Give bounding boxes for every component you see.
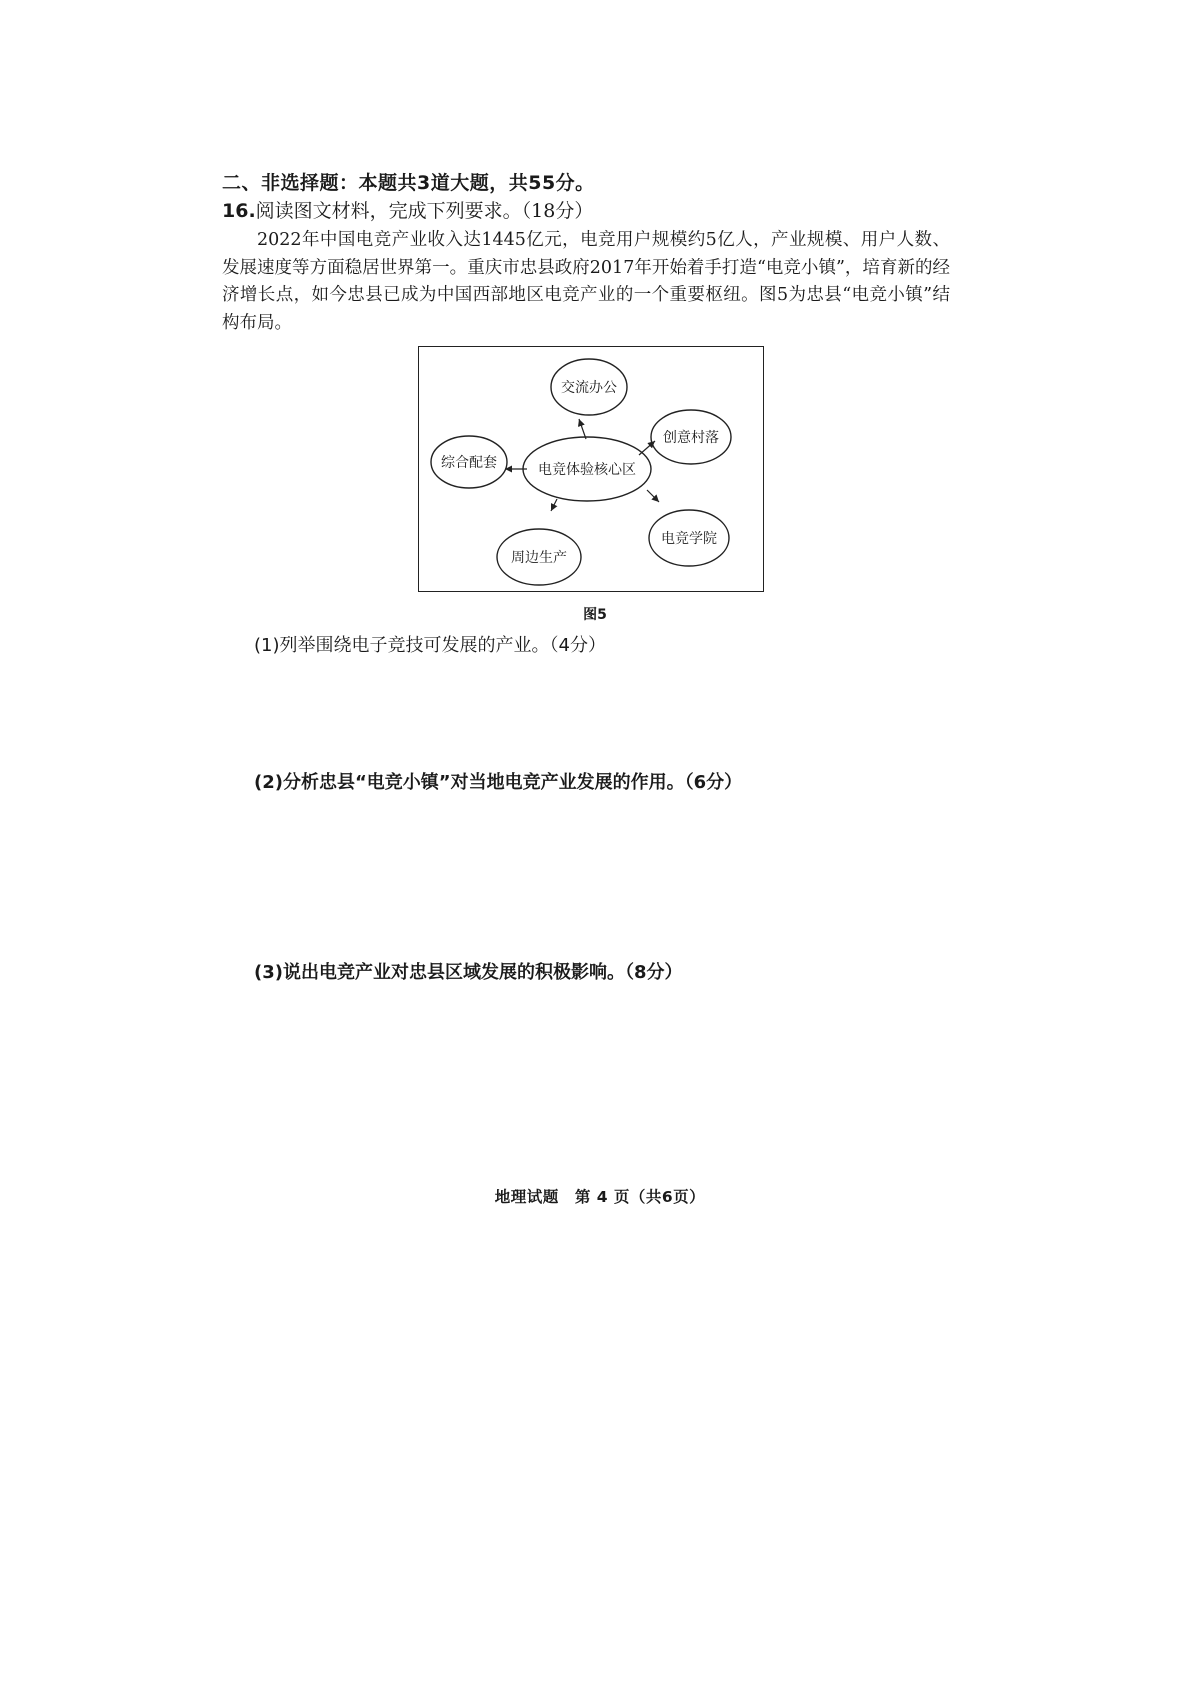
subquestion-1: (1)列举围绕电子竞技可发展的产业。（4分）	[254, 635, 606, 656]
answer-area-2[interactable]	[254, 798, 954, 948]
figure-caption: 图5	[583, 607, 607, 623]
section-heading: 二、非选择题：本题共3道大题，共55分。	[222, 172, 595, 194]
page-footer	[380, 1185, 820, 1207]
label-top: 交流办公	[561, 380, 617, 396]
label-right-bottom: 电竞学院	[661, 531, 717, 547]
footer-subject: 地理试题	[494, 1188, 559, 1206]
label-right-top: 创意村落	[663, 430, 719, 446]
structure-diagram	[419, 347, 765, 593]
arrow-to-top	[579, 419, 586, 439]
label-bottom: 周边生产	[511, 550, 567, 566]
figure-5-diagram	[418, 346, 764, 592]
arrow-to-right-bottom	[647, 490, 659, 502]
label-center: 电竞体验核心区	[538, 462, 636, 478]
arrow-to-bottom	[551, 499, 557, 511]
subquestion-2: (2)分析忠县“电竞小镇”对当地电竞产业发展的作用。（6分）	[254, 772, 743, 793]
label-left: 综合配套	[441, 455, 497, 471]
question-material: 2022年中国电竞产业收入达1445亿元，电竞用户规模约5亿人，产业规模、用户人数、发展速度等方面稳居世界第一。重庆市忠县政府2017年开始着手打造“电竞小镇”，培育新的经济增长点，如今忠县已成为中国西部地区电竞产业的一个重要枢纽。图5为忠县“电竞小镇”结构布局。	[222, 230, 950, 333]
question-number: 16.	[222, 200, 256, 222]
answer-area-1[interactable]	[254, 660, 954, 760]
question-instruction: 阅读图文材料，完成下列要求。（18分）	[255, 200, 594, 222]
subquestion-3: (3)说出电竞产业对忠县区域发展的积极影响。（8分）	[254, 962, 683, 983]
answer-area-3[interactable]	[254, 988, 954, 1158]
footer-page-number: 第 4 页（共6页）	[574, 1188, 706, 1206]
question-line	[222, 196, 593, 223]
